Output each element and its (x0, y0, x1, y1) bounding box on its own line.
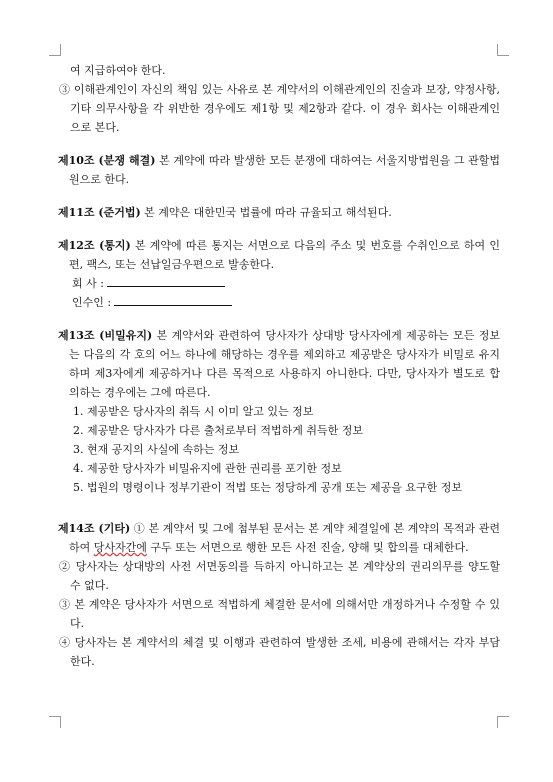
company-label: 회 사 : (72, 277, 104, 290)
recipient-label: 인수인 : (72, 296, 112, 309)
crop-mark-bottom-left (49, 716, 61, 728)
article-14-p1-b: 구두 또는 서면으로 행한 모든 사전 진술, 양해 및 합의를 대체한다. (146, 541, 469, 554)
document-body (58, 61, 500, 671)
article-10-text: 본 계약에 따라 발생한 모든 분쟁에 대하여는 서울지방법원을 그 관할법원으로 한다. (69, 154, 500, 186)
article-13-item-3: 3. 현재 공지의 사실에 속하는 정보 (73, 443, 240, 456)
article-14-p3: ③ 본 계약은 당사자가 서면으로 적법하게 체결한 문서에 의해서만 개정하거나 수정할 수 있다. (59, 598, 500, 630)
item-3-paragraph: ③ 이해관계인이 자신의 책임 있는 사유로 본 계약서의 이해관계인의 진술과 보장, 약정사항, 기타 의무사항을 각 위반한 경우에도 제1항 및 제2항과 같다. 이 경우 회사는 이해관계인으로 본다. (59, 83, 500, 134)
recipient-line (58, 293, 500, 312)
article-12 (58, 236, 500, 274)
article-12-text: 본 계약에 따른 통지는 서면으로 다음의 주소 및 번호를 수취인으로 하여 인편, 팩스, 또는 선납일금우편으로 발송한다. (69, 239, 500, 271)
article-14-p1-underlined: 당사자간에 (93, 541, 147, 554)
article-11 (58, 203, 500, 222)
company-blank (107, 277, 225, 287)
article-14 (58, 519, 500, 557)
article-13-item-4: 4. 제공한 당사자가 비밀유지에 관한 권리를 포기한 정보 (73, 462, 342, 475)
article-14-p4: ④ 당사자는 본 계약서의 체결 및 이행과 관련하여 발생한 조세, 비용에 관해서는 각자 부담한다. (59, 636, 500, 668)
crop-mark-top-left (49, 44, 61, 56)
article-10-heading: 제10조 (분쟁 해결) (58, 154, 156, 167)
article-12-heading: 제12조 (통지) (58, 239, 131, 252)
recipient-blank (114, 296, 232, 306)
article-13-item-1: 1. 제공받은 당사자의 취득 시 이미 알고 있는 정보 (73, 405, 314, 418)
article-11-text: 본 계약은 대한민국 법률에 따라 규율되고 해석된다. (140, 206, 392, 219)
article-13-text: 본 계약서와 관련하여 당사자가 상대방 당사자에게 제공하는 모든 정보는 다음의 각 호의 어느 하나에 해당하는 경우를 제외하고 제공받은 당사자가 비밀로 유지하며 제3자에게 제공하거나 다른 목적으로 사용하지 아니한다. 다만, 당사자가 별도로 합의하는 경우에는 그에 따른다. (69, 329, 500, 399)
article-14-heading: 제14조 (기타) (58, 522, 131, 535)
crop-mark-top-right (497, 44, 509, 56)
article-13-item-5: 5. 법원의 명령이나 정부기관이 적법 또는 정당하게 공개 또는 제공을 요구한 정보 (73, 481, 462, 494)
article-13-heading: 제13조 (비밀유지) (58, 329, 153, 342)
company-line (58, 274, 500, 293)
article-14-p2: ② 당사자는 상대방의 사전 서면동의를 득하지 아니하고는 본 계약상의 권리의무를 양도할 수 없다. (59, 560, 500, 592)
article-13-item-2: 2. 제공받은 당사자가 다른 출처로부터 적법하게 취득한 정보 (73, 424, 363, 437)
article-13 (58, 326, 500, 402)
crop-mark-bottom-right (497, 716, 509, 728)
article-14-p1-a: ① 본 계약서 및 그에 첨부된 문서는 본 계약 체결일에 본 계약의 목적과 관련하여 (69, 522, 500, 554)
continued-line: 여 지급하여야 한다. (70, 64, 166, 77)
article-10 (58, 151, 500, 189)
article-11-heading: 제11조 (준거법) (58, 206, 141, 219)
